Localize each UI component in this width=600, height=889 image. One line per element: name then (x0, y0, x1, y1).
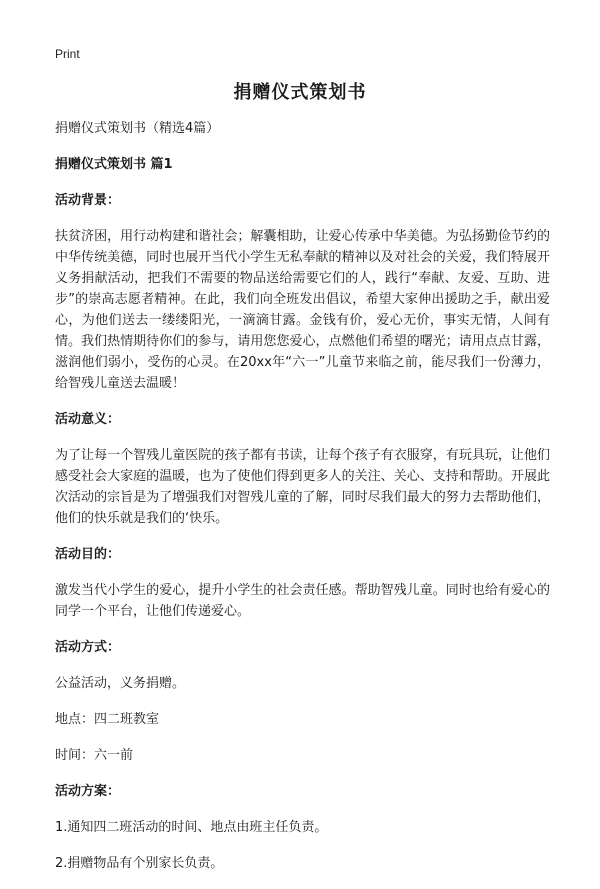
purpose-paragraph: 激发当代小学生的爱心，提升小学生的社会责任感。帮助智残儿童。同时也给有爱心的同学一个平台，让他们传递爱心。 (55, 583, 550, 619)
method-heading: 活动方式： (55, 640, 121, 655)
plan-item: 2.捐赠物品有个别家长负责。 (55, 856, 224, 871)
plan-item: 1.通知四二班活动的时间、地点由班主任负责。 (55, 820, 328, 835)
meaning-paragraph: 为了让每一个智残儿童医院的孩子都有书读，让每个孩子有衣服穿，有玩具玩，让他们感受社会大家庭的温暖，也为了使他们得到更多人的关注、关心、支持和帮助。开展此次活动的宗旨是为了增强我们对智残儿童的了解，同时尽我们最大的努力去帮助他们，他们的快乐就是我们的‘快乐。 (55, 448, 550, 526)
plan-heading: 活动方案： (55, 784, 121, 799)
time-line: 时间：六一前 (55, 748, 134, 763)
purpose-heading: 活动目的： (55, 547, 121, 562)
print-link[interactable]: Print (55, 47, 80, 61)
document-body (55, 118, 550, 889)
location-line: 地点：四二班教室 (55, 712, 160, 727)
meaning-heading: 活动意义： (55, 412, 121, 427)
document-subtitle: 捐赠仪式策划书（精选4篇） (55, 121, 220, 136)
background-paragraph: 扶贫济困，用行动构建和谐社会；解囊相助，让爱心传承中华美德。为弘扬勤俭节约的中华传统美德，同时也展开当代小学生无私奉献的精神以及对社会的关爱，我们特展开义务捐献活动，把我们不需要的物品送给需要它们的人，践行“奉献、友爱、互助、进步”的崇高志愿者精神。在此，我们向全班发出倡议，希望大家伸出援助之手，献出爱心，为他们送去一缕缕阳光，一滴滴甘露。金钱有价，爱心无价，事实无情，人间有情。我们热情期待你们的参与，请用您您爱心，点燃他们希望的曙光；请用点点甘露，滋润他们弱小，受伤的心灵。在20xx年“六一”儿童节来临之前，能尽我们一份薄力，给智残儿童送去温暖！ (55, 229, 550, 391)
background-heading: 活动背景： (55, 193, 121, 208)
method-line: 公益活动，义务捐赠。 (55, 676, 186, 691)
document-title: 捐赠仪式策划书 (233, 82, 367, 103)
article-heading: 捐赠仪式策划书 篇1 (55, 157, 173, 172)
